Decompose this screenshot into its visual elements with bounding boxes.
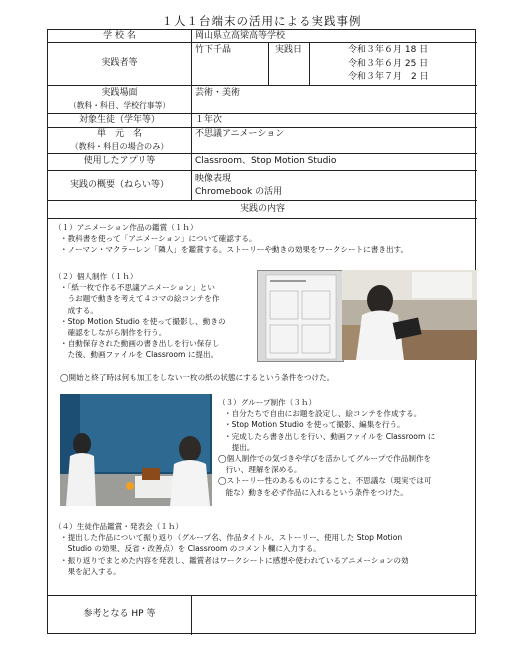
bullet-line: Studio の効果、反省・改善点）を Classroom のコメント欄に入力する。 [60,544,321,554]
bullet-line: た後、動画ファイルを Classroom に提出。 [60,350,219,360]
row-divider [48,153,477,154]
row-divider [48,127,477,128]
row-divider [48,113,477,114]
practitioner-name: 竹下千晶 [195,45,232,55]
page-title: １人１台端末の活用による実践事例 [161,14,362,28]
apps-value: Classroom、Stop Motion Studio [195,156,337,166]
bullet-line: ・Stop Motion Studio を使って撮影し、動きの [60,316,226,326]
bullet-line: 行い、理解を深める。 [218,465,302,475]
apps-label: 使用したアプリ等 [83,156,156,166]
bullet-line: ・自分たちで自由にお題を設定し、絵コンテを作成する。 [224,409,422,419]
row-divider [48,85,477,86]
practice-date: 令和３年６月 18 日 [348,45,429,55]
summary-line: Chromebook の活用 [195,186,283,197]
row-divider [48,218,477,219]
section-heading: （４）生徒作品鑑賞・発表会（１ｈ） [54,522,184,531]
section-4 [54,521,474,577]
bullet-line: 果を記入する。 [60,566,121,576]
bullet-line: うお題で動きを考えて４コマの絵コンテを作 [60,294,220,304]
reference-label: 参考となる HP 等 [83,609,156,619]
practice-date: 令和３年６月 25 日 [348,58,429,69]
bullet-line: ・「紙一枚で作る不思議アニメーション」とい [60,283,215,293]
bullet-line: ・自動保存された動画の書き出しを行い保存し [60,339,220,349]
bullet-line: 確認をしながら制作を行う。 [60,328,167,338]
content-header: 実践の内容 [239,204,285,214]
date-label: 実践日 [274,45,302,55]
row-divider [48,200,477,201]
bullet-line: ◯ストーリー性のあるものにすること、不思議な（現実では可 [218,476,432,486]
column-divider [191,30,192,200]
school-label: 学 校 名 [103,31,136,41]
bullet-line: ・完成したら書き出しを行い、動画ファイルを Classroom に [224,431,436,441]
section-heading: （３）グループ制作（３ｈ） [218,398,317,407]
bullet-line: ・振り返りでまとめた内容を発表し、鑑賞者はワークシートに感想や使われているアニメーションの効 [60,555,409,565]
bullet-line: ◯個人制作での気づきや学びを活かしてグループで作品制作を [218,454,432,464]
row-divider [48,170,477,171]
column-divider [309,42,310,85]
row-divider [48,42,477,43]
section-heading: （１）アニメーション作品の鑑賞（１ｈ） [54,223,198,232]
bullet-line: 成する。 [60,305,98,315]
student-tablet-photo [342,270,477,360]
scene-label: 実践場面 [101,88,138,98]
bullet-line: 能な）動きを必ず作品に入れるという条件をつけた。 [218,487,408,497]
bullet-line: ・Stop Motion Studio を使って撮影、編集を行う。 [224,420,405,430]
target-label: 対象生徒（学年等） [78,115,160,125]
section-3 [218,397,476,498]
practice-report-table [47,29,476,634]
school-name: 岡山県立高梁高等学校 [195,31,286,41]
bullet-line: ・ノーマン・マクラーレン「隣人」を鑑賞する。ストーリーや動きの効果をワークシートに書き出す。 [60,245,409,255]
section-heading: （２）個人制作（１ｈ） [54,272,138,281]
target-value: １年次 [195,115,223,125]
section-2-note: ◯開始と終了時は何も加工をしない一枚の紙の状態にするという条件をつけた。 [60,373,335,382]
practice-dates [348,44,473,85]
practice-date: 令和３年７月 2 日 [348,72,429,82]
worksheet-photo [257,270,344,362]
unit-value: 不思議アニメーション [195,129,285,139]
practitioner-label: 実践者等 [101,58,138,68]
bullet-line: ・提出した作品について振り返り（グループ名、作品タイトル、ストーリー、使用した Stop Motion [60,533,403,543]
summary-line: 映像表現 [195,174,232,184]
group-filming-photo [60,394,212,506]
unit-sublabel: （教科・科目の場合のみ） [70,141,169,151]
column-divider [191,595,192,635]
scene-sublabel: （教科・科目、学校行事等） [68,101,171,110]
section-1 [54,222,472,256]
bullet-line: ・教科書を使って「アニメーション」について確認する。 [60,234,257,244]
unit-label: 単 元 名 [96,129,142,139]
summary-value [195,173,465,198]
bullet-line: 提出。 [224,442,255,452]
row-divider [48,595,477,596]
scene-value: 芸術・美術 [195,88,241,98]
section-2 [54,271,264,361]
summary-label: 実践の概要（ねらい等） [69,180,169,190]
